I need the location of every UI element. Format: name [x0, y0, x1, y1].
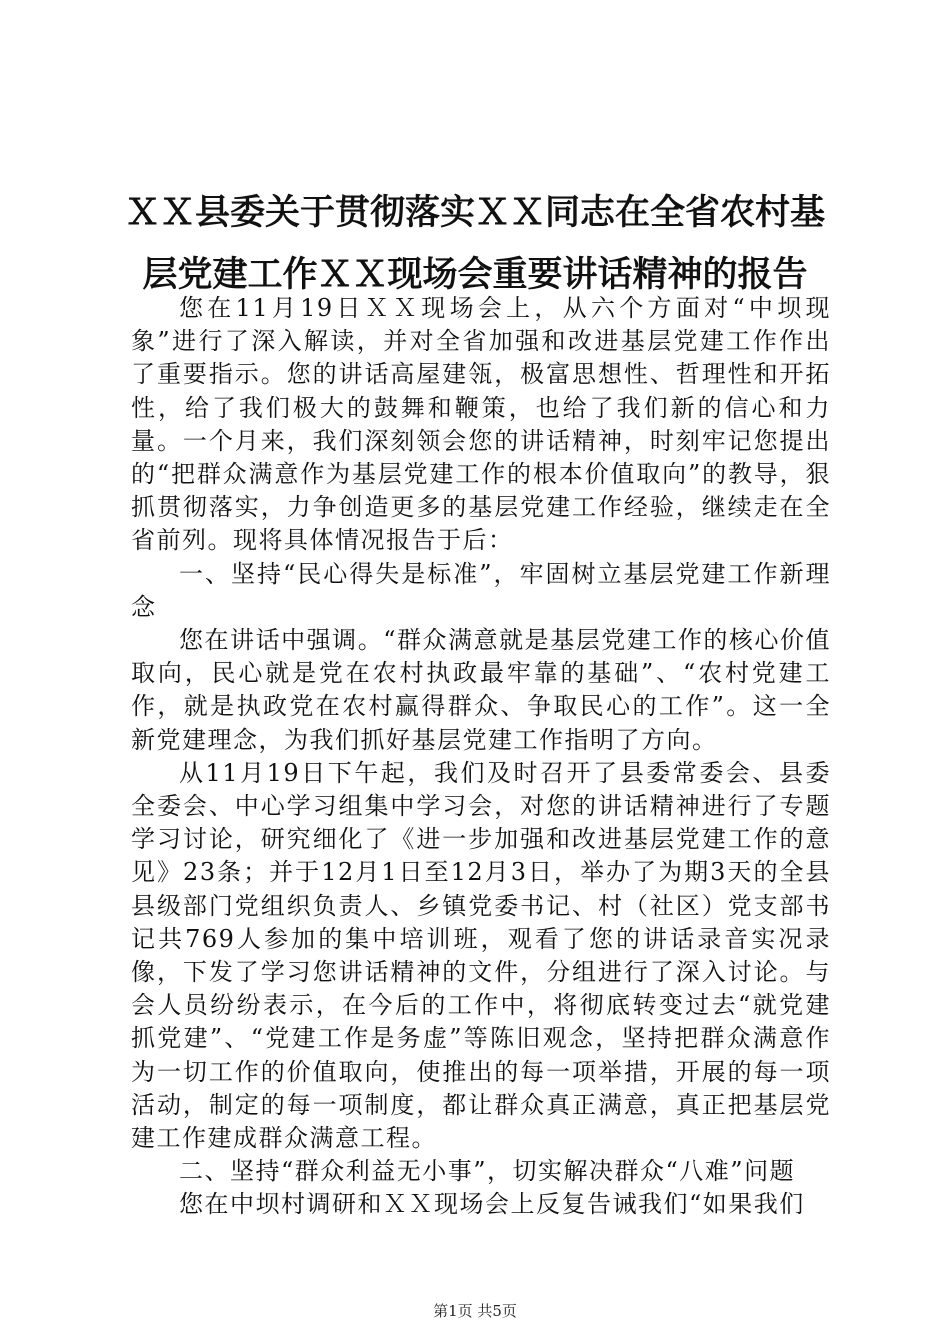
section-heading-1: 一、坚持“民心得失是标准”，牢固树立基层党建工作新理念 [131, 559, 831, 621]
paragraph: 您在中坝村调研和ＸＸ现场会上反复告诫我们“如果我们 [179, 1190, 805, 1219]
title-line-2: 层党建工作ＸＸ现场会重要讲话精神的报告 [142, 254, 808, 295]
page-footer: 第1页 共5页 [433, 1302, 517, 1320]
paragraph-intro: 您在11月19日ＸＸ现场会上，从六个方面对“中坝现象”进行了深入解读，并对全省加强和改进基层党建工作作出了重要指示。您的讲话高屋建瓴，极富思想性、哲理性和开拓性，给了我们极大的鼓舞和鞭策，也给了我们新的信心和力量。一个月来，我们深刻领会您的讲话精神，时刻牢记您提出的“把群众满意作为基层党建工作的根本价值取向”的教导，狠抓贯彻落实，力争创造更多的基层党建工作经验，继续走在全省前列。现将具体情况报告于后： [131, 294, 831, 555]
paragraph: 从11月19日下午起，我们及时召开了县委常委会、县委全委会、中心学习组集中学习会，对您的讲话精神进行了专题学习讨论，研究细化了《进一步加强和改进基层党建工作的意见》23条；并于12月1日至12月3日，举办了为期3天的全县县级部门党组织负责人、乡镇党委书记、村（社区）党支部书记共769人参加的集中培训班，观看了您的讲话录音实况录像，下发了学习您讲话精神的文件，分组进行了深入讨论。与会人员纷纷表示，在今后的工作中，将彻底转变过去“就党建抓党建”、“党建工作是务虚”等陈旧观念，坚持把群众满意作为一切工作的价值取向，使推出的每一项举措，开展的每一项活动，制定的每一项制度，都让群众真正满意，真正把基层党建工作建成群众满意工程。 [131, 758, 831, 1153]
document-body [131, 292, 831, 1222]
paragraph: 您在讲话中强调。“群众满意就是基层党建工作的核心价值取向，民心就是党在农村执政最牢靠的基础”、“农村党建工作，就是执政党在农村赢得群众、争取民心的工作”。这一全新党建理念，为我们抓好基层党建工作指明了方向。 [131, 626, 831, 754]
document-title [115, 182, 835, 306]
title-line-1: ＸＸ县委关于贯彻落实ＸＸ同志在全省农村基 [124, 192, 825, 233]
section-heading-2: 二、坚持“群众利益无小事”，切实解决群众“八难”问题 [179, 1157, 796, 1186]
